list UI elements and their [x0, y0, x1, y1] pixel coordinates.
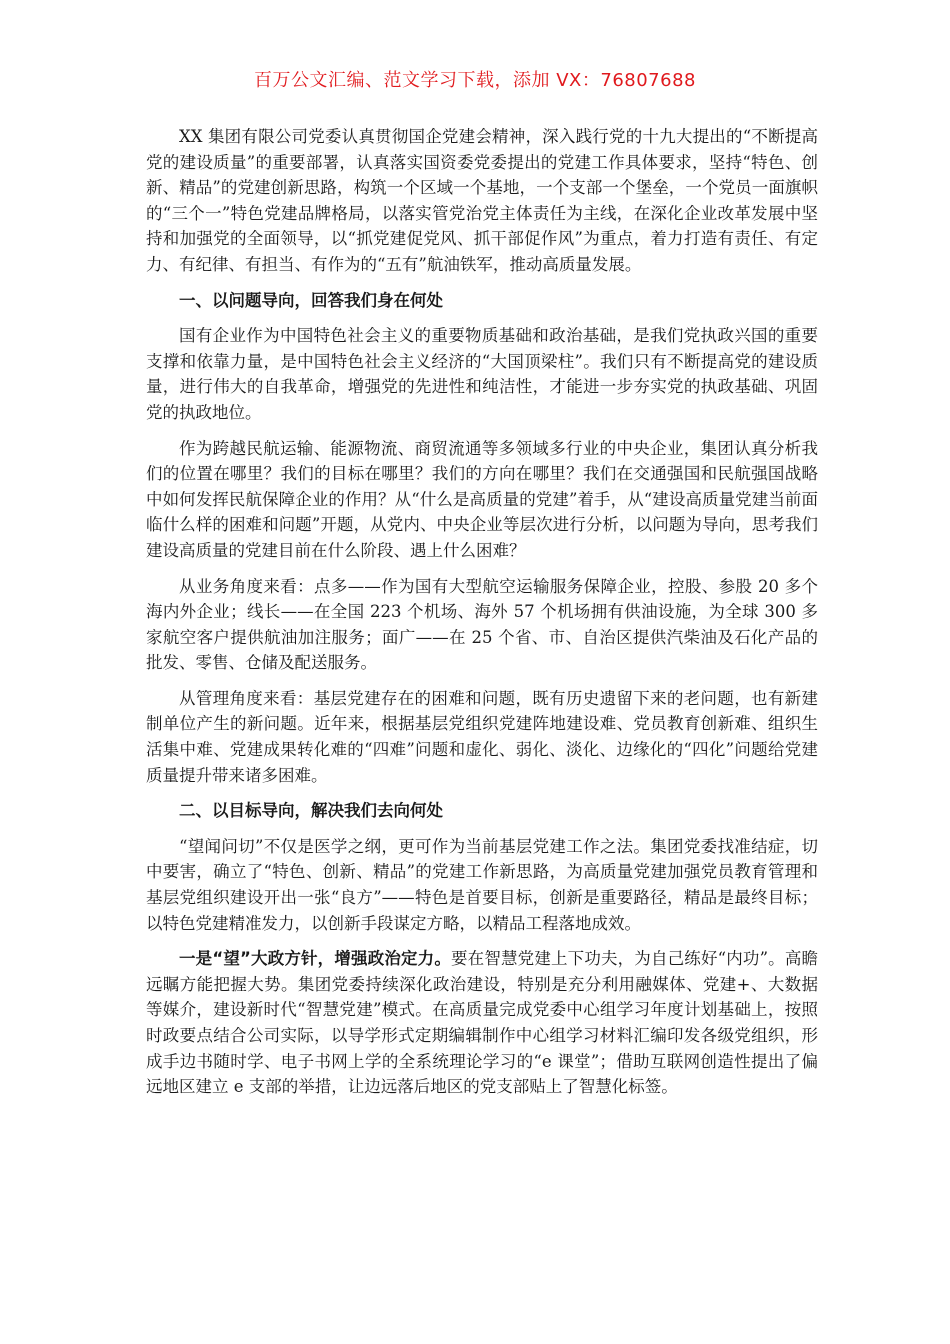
section-2-heading: 二、以目标导向，解决我们去向何处	[179, 801, 443, 821]
download-banner: 百万公文汇编、范文学习下载，添加 VX：76807688	[254, 70, 696, 91]
section-1-paragraph-1: 国有企业作为中国特色社会主义的重要物质基础和政治基础，是我们党执政兴国的重要支撑和依靠力量，是中国特色社会主义经济的“大国顶梁柱”。我们只有不断提高党的建设质量，进行伟大的自我革命，增强党的先进性和纯洁性，才能进一步夯实党的执政基础、巩固党的执政地位。	[146, 326, 818, 422]
section-2-paragraph-2-lead: 一是“望”大政方针，增强政治定力。	[179, 949, 451, 969]
section-1-paragraph-3: 从业务角度来看：点多——作为国有大型航空运输服务保障企业，控股、参股 20 多个海内外企业；线长——在全国 223 个机场、海外 57 个机场拥有供油设施，为全球 300 多家航空客户提供航油加注服务；面广——在 25 个省、市、自治区提供汽柴油及石化产品的批发、零售、仓储及配送服务。	[146, 576, 818, 673]
section-2-paragraph-2-body: 要在智慧党建上下功夫，为自己练好“内功”。高瞻远瞩方能把握大势。集团党委持续深化政治建设，特别是充分利用融媒体、党建+、大数据等媒介，建设新时代“智慧党建”模式。在高质量完成党委中心组学习年度计划基础上，按照时政要点结合公司实际，以导学形式定期编辑制作中心组学习材料汇编印发各级党组织，形成手边书随时学、电子书网上学的全系统理论学习的“e 课堂”；借助互联网创造性提出了偏远地区建立 e 支部的举措，让边远落后地区的党支部贴上了智慧化标签。	[146, 949, 818, 1097]
section-2-paragraph-1: “望闻问切”不仅是医学之纲，更可作为当前基层党建工作之法。集团党委找准结症，切中要害，确立了“特色、创新、精品”的党建工作新思路，为高质量党建加强党员教育管理和基层党组织建设开出一张“良方”——特色是首要目标，创新是重要路径，精品是最终目标；以特色党建精准发力，以创新手段谋定方略，以精品工程落地成效。	[146, 836, 818, 933]
section-2-paragraph-2	[146, 946, 818, 1100]
section-1-paragraph-2: 作为跨越民航运输、能源物流、商贸流通等多领域多行业的中央企业，集团认真分析我们的位置在哪里？我们的目标在哪里？我们的方向在哪里？我们在交通强国和民航强国战略中如何发挥民航保障企业的作用？从“什么是高质量的党建”着手，从“建设高质量党建当前面临什么样的困难和问题”开题，从党内、中央企业等层次进行分析，以问题为导向，思考我们建设高质量的党建目前在什么阶段、遇上什么困难？	[146, 438, 818, 560]
section-1-heading: 一、以问题导向，回答我们身在何处	[179, 290, 443, 310]
section-1-paragraph-4: 从管理角度来看：基层党建存在的困难和问题，既有历史遗留下来的老问题，也有新建制单位产生的新问题。近年来，根据基层党组织党建阵地建设难、党员教育创新难、组织生活集中难、党建成果转化难的“四难”问题和虚化、弱化、淡化、边缘化的“四化”问题给党建质量提升带来诸多困难。	[146, 688, 818, 785]
document-body	[146, 124, 818, 1110]
intro-paragraph: XX 集团有限公司党委认真贯彻国企党建会精神，深入践行党的十九大提出的“不断提高党的建设质量”的重要部署，认真落实国资委党委提出的党建工作具体要求，坚持“特色、创新、精品”的党建创新思路，构筑一个区域一个基地，一个支部一个堡垒，一个党员一面旗帜的“三个一”特色党建品牌格局，以落实管党治党主体责任为主线，在深化企业改革发展中坚持和加强党的全面领导，以“抓党建促党风、抓干部促作风”为重点，着力打造有责任、有定力、有纪律、有担当、有作为的“五有”航油铁军，推动高质量发展。	[146, 127, 818, 274]
